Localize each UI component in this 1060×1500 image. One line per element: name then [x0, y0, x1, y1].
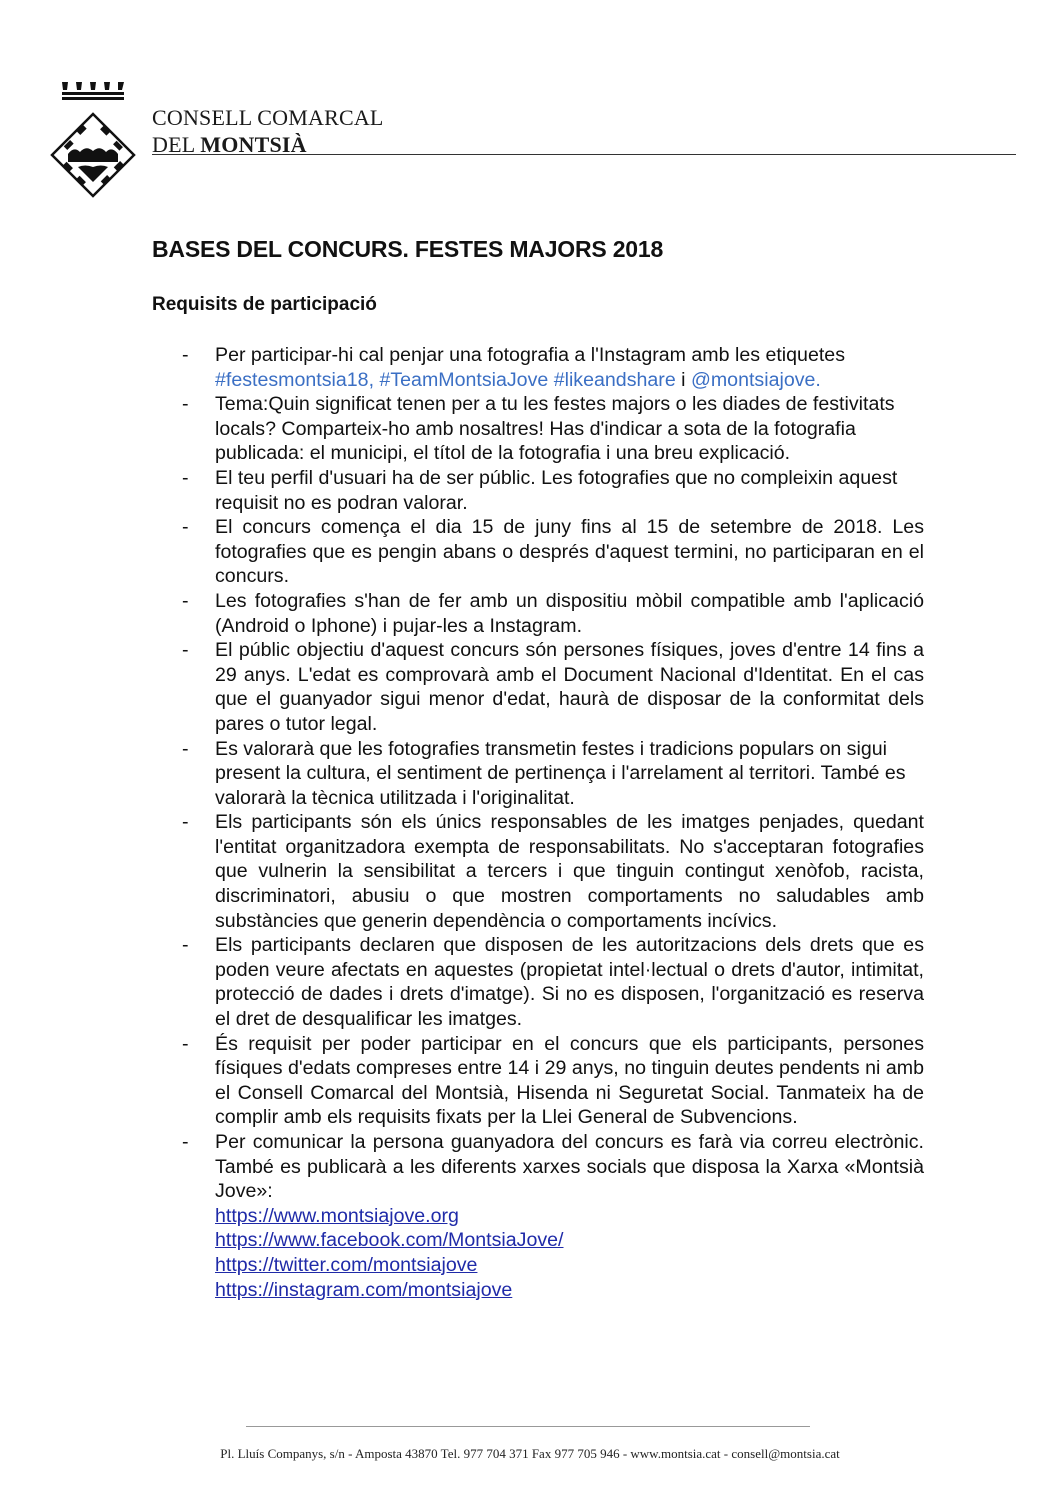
bullet-dash: -	[182, 1131, 189, 1153]
list-item	[152, 589, 924, 638]
list-item	[152, 466, 924, 515]
list-item	[152, 638, 924, 736]
section-title: Requisits de participació	[152, 294, 377, 315]
link-website[interactable]: https://www.montsiajove.org	[215, 1204, 459, 1227]
bullet-dash: -	[182, 737, 189, 760]
item-text: Per comunicar la persona guanyadora del concurs es farà via correu electrònic. També es publicarà a les diferents xarxes socials que disposa la Xarxa «Montsià Jove»:	[215, 1131, 924, 1203]
bullet-dash: -	[182, 466, 189, 489]
item-text: Les fotografies s'han de fer amb un dispositiu mòbil compatible amb l'aplicació (Android o Iphone) i pujar-les a Instagram.	[215, 589, 924, 637]
bullet-dash: -	[182, 589, 189, 612]
list-item	[152, 737, 924, 811]
item-text: El públic objectiu d'aquest concurs són persones físiques, joves d'entre 14 fins a 29 anys. L'edat es comprovarà amb el Document Nacional d'Identitat. En el cas que el guanyador sigui menor d'edat, haurà de disposar de la conformitat dels pares o tutor legal.	[215, 639, 924, 735]
item-text: És requisit per poder participar en el concurs que els participants, persones físiques d'edats compreses entre 14 i 29 anys, no tinguin deutes pendents ni amb el Consell Comarcal del Montsià, Hisenda ni Seguretat Social. Tanmateix ha de complir amb els requisits fixats per la Llei General de Subvencions.	[215, 1032, 924, 1129]
org-name-line1: CONSELL COMARCAL	[152, 105, 384, 130]
bullet-dash: -	[182, 393, 189, 416]
document-title: BASES DEL CONCURS. FESTES MAJORS 2018	[152, 236, 664, 262]
bullet-dash: -	[182, 344, 189, 366]
list-item	[152, 515, 924, 589]
requirements-list	[152, 343, 924, 1302]
letterhead	[48, 78, 1018, 208]
organization-name	[152, 104, 384, 158]
list-item	[152, 392, 924, 466]
item-text-end: .	[815, 368, 821, 391]
bullet-dash: -	[182, 516, 189, 539]
list-item	[152, 1032, 924, 1130]
list-item	[152, 343, 924, 392]
footer-divider	[246, 1426, 810, 1427]
bullet-dash: -	[182, 934, 189, 957]
item-text: Els participants declaren que disposen de les autoritzacions dels drets que es poden veure afectats en aquestes (propietat intel·lectual o drets d'autor, intimitat, protecció de dades i drets d'imatge). Si no es disposen, l'organització es reserva el dret de desqualificar les imatges.	[215, 934, 924, 1031]
header-divider	[152, 154, 1016, 155]
item-text: El concurs comença el dia 15 de juny fins al 15 de setembre de 2018. Les fotografies que es pengin abans o després d'aquest termini, no participaran en el concurs.	[215, 516, 924, 588]
coat-of-arms-icon	[48, 78, 138, 206]
item-text-join: i	[675, 368, 691, 391]
org-name-bold: MONTSIÀ	[200, 132, 307, 157]
hashtags[interactable]: #festesmontsia18, #TeamMontsiaJove #likeandshare	[215, 368, 676, 391]
link-instagram[interactable]: https://instagram.com/montsiajove	[215, 1278, 513, 1301]
bullet-dash: -	[182, 639, 189, 662]
list-item	[152, 810, 924, 933]
bullet-dash: -	[182, 1032, 189, 1055]
bullet-dash: -	[182, 811, 189, 834]
item-text: Es valorarà que les fotografies transmetin festes i tradicions populars on sigui present la cultura, el sentiment de pertinença i l'arrelament al territori. També es valorarà la tècnica utilitzada i l'originalitat.	[215, 737, 906, 809]
footer-address: Pl. Lluís Companys, s/n - Amposta 43870 Tel. 977 704 371 Fax 977 705 946 - www.montsia.cat - consell@montsia.cat	[220, 1446, 840, 1461]
item-text: Els participants són els únics responsables de les imatges penjades, quedant l'entitat organitzadora exempta de responsabilitats. No s'acceptaran fotografies que vulnerin la sensibilitat a tercers i que tinguin contingut xenòfob, racista, discriminatori, abusiu o que mostren comportaments no saludables amb substàncies que generin dependència o comportaments incívics.	[215, 811, 924, 932]
item-text: El teu perfil d'usuari ha de ser públic. Les fotografies que no compleixin aquest requisit no es podran valorar.	[215, 466, 898, 514]
item-text: Per participar-hi cal penjar una fotografia a l'Instagram amb les etiquetes	[215, 344, 845, 366]
item-text: Tema:Quin significat tenen per a tu les festes majors o les diades de festivitats locals? Comparteix-ho amb nosaltres! Has d'indicar a sota de la fotografia publicada: el municipi, el títol de la fotografia i una breu explicació.	[215, 393, 895, 465]
list-item	[152, 933, 924, 1031]
link-twitter[interactable]: https://twitter.com/montsiajove	[215, 1253, 478, 1276]
list-item	[152, 1130, 924, 1302]
instagram-handle[interactable]: @montsiajove	[690, 368, 816, 391]
org-name-prefix: DEL	[152, 132, 201, 157]
link-facebook[interactable]: https://www.facebook.com/MontsiaJove/	[215, 1229, 564, 1252]
